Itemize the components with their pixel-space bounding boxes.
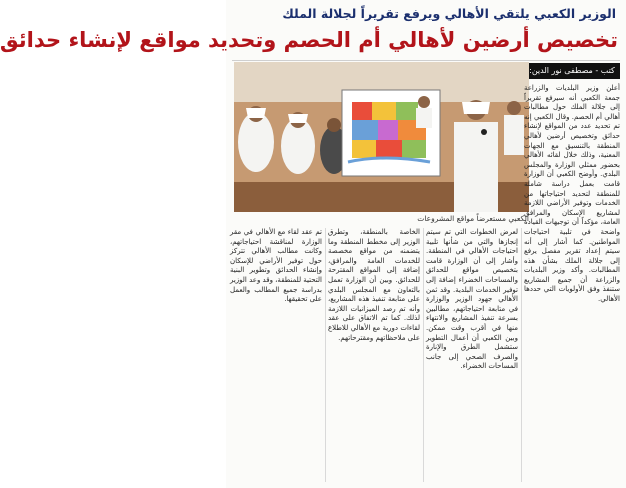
map-block <box>402 140 426 158</box>
article-headline: تخصيص أرضين لأهالي أم الحصم وتحديد مواقع لإنشاء حدائق <box>0 28 618 52</box>
column-text: تم عقد لقاء مع الأهالي في مقر الوزارة لمناقشة احتياجاتهم، وكانت مطالب الأهالي تتركز حول توفير الأراضي للإسكان وإنشاء الحدائق وتطوير البنية التحتية للمنطقة، وقد وعد الوزير بدراسة جميع المطالب والعمل على تحقيقها. <box>229 228 322 304</box>
header-divider <box>232 60 620 61</box>
map-block <box>376 140 402 158</box>
map-block <box>378 120 398 140</box>
article-byline: كتب - مصطفى نور الدين: <box>524 63 620 79</box>
column-text: أعلن وزير البلديات والزراعة جمعة الكعبي أنه سيرفع تقريراً إلى جلالة الملك حول مطالبات أهالي أم الحصم. وقال الكعبي إنه تم تحديد عدد من المواقع لإنشاء حدائق وتخصيص أرضين لأهالي المنطقة بالتنسيق مع الجهات المعنية، وذلك خلال لقائه الأهالي بحضور ممثلي الوزارة والمجلس البلدي. وأوضح الكعبي أن الوزارة قامت بعمل دراسة شاملة للمنطقة لتحديد احتياجاتها من الخدمات وتوفير الأراضي اللازمة لمشاريع الإسكان والمرافق العامة، مؤكداً أن توجيهات القيادة واضحة في تلبية احتياجات المواطنين. كما أشار إلى أنه سيتم إعداد تقرير مفصل يرفع إلى جلالة الملك بشأن هذه المطالبات. وأكد وزير البلديات والزراعة أن جميع المشاريع ستنفذ وفق الأولويات التي حددها الأهالي. <box>524 84 620 304</box>
article-kicker: الوزير الكعبي يلتقي الأهالي ويرفع تقريراً لجلالة الملك <box>282 6 616 21</box>
map-block <box>352 102 372 120</box>
column-text: الخاصة بالمنطقة، وتطرق الوزير إلى مخطط المنطقة وما يتضمنه من مواقع مخصصة للخدمات العامة والمرافق، إضافة إلى المواقع المقترحة للحدائق. وبين أن الوزارة تعمل بالتعاون مع المجلس البلدي على متابعة تنفيذ هذه المشاريع، وأنه تم رصد الميزانيات اللازمة لذلك. كما تم الاتفاق على عقد لقاءات دورية مع الأهالي للاطلاع على ملاحظاتهم ومقترحاتهم. <box>328 228 420 342</box>
column-separator <box>521 228 522 482</box>
article-photo <box>234 62 529 212</box>
article-column-right <box>524 84 620 482</box>
photo-illustration <box>234 62 529 212</box>
map-block <box>372 102 396 120</box>
map-block <box>396 102 418 120</box>
column-separator <box>423 228 424 482</box>
photo-caption: الكعبي مستعرضاً مواقع المشروعات <box>417 214 529 223</box>
map-block <box>352 140 376 158</box>
map-block <box>352 120 378 140</box>
article-column-1 <box>426 228 518 482</box>
column-separator <box>325 228 326 482</box>
article-column-3 <box>230 228 322 482</box>
column-text: لعرض الخطوات التي تم سيتم إنجازها والتي من شأنها تلبية احتياجات الأهالي في المنطقة. وأشار إلى أن الوزارة قامت بتخصيص مواقع للحدائق والمساحات الخضراء إضافة إلى توفير الخدمات البلدية. وقد ثمن الأهالي جهود الوزير والوزارة في متابعة احتياجاتهم، مطالبين بسرعة تنفيذ المشاريع والانتهاء منها في أقرب وقت ممكن. وبين الكعبي أن أعمال التطوير ستشمل الطرق والإنارة والصرف الصحي إلى جانب المساحات الخضراء. <box>426 228 518 371</box>
article-column-2 <box>328 228 420 482</box>
